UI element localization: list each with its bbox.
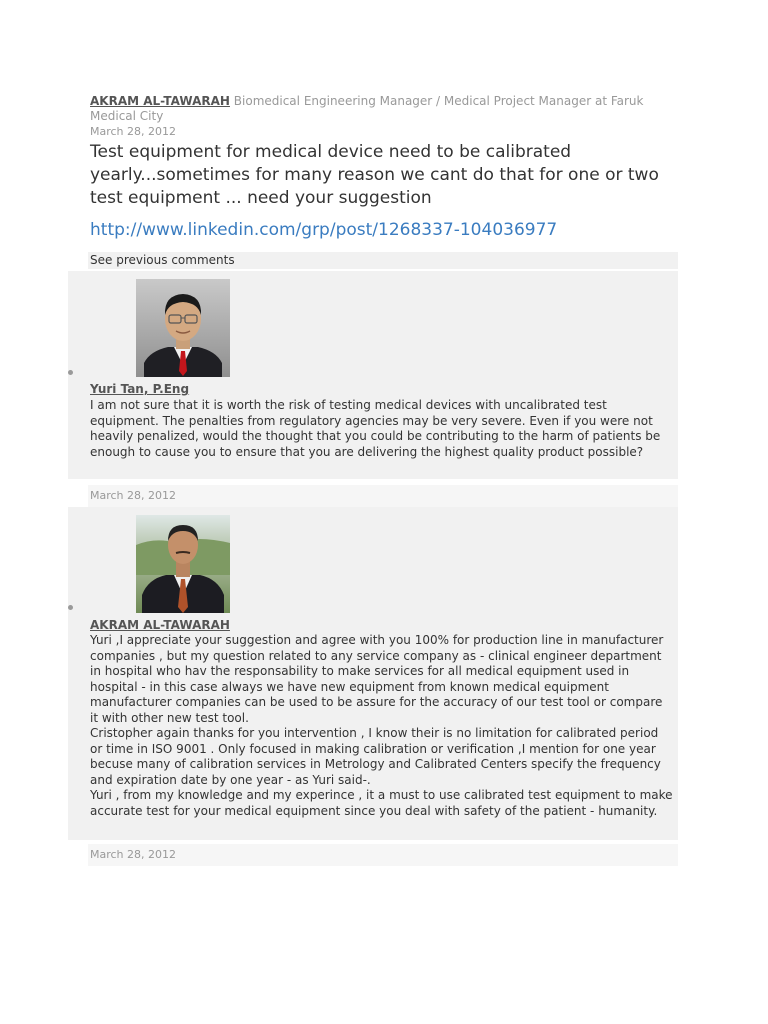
person-glasses-avatar-icon — [136, 279, 230, 377]
comment-text — [90, 398, 674, 460]
see-previous-comments-link[interactable]: See previous comments — [88, 252, 678, 269]
person-suit-avatar-icon — [136, 515, 230, 613]
comment-text — [90, 633, 674, 819]
post-author-headline: Biomedical Engineering Manager / Medical Project Manager at Faruk Medical City — [90, 94, 644, 123]
comment-item — [68, 507, 678, 840]
comment-date: March 28, 2012 — [88, 485, 678, 507]
bullet-icon — [68, 605, 73, 610]
bullet-icon — [68, 370, 73, 375]
post-title: Test equipment for medical device need to be calibrated yearly...sometimes for many reason we cant do that for one or two test equipment ... need your suggestion — [90, 142, 659, 208]
post-author-link[interactable]: AKRAM AL-TAWARAH — [90, 94, 230, 108]
post-header — [90, 94, 680, 124]
comment-paragraph: Yuri , from my knowledge and my experince , it a must to use calibrated test equipment to make accurate test for your medical equipment since you deal with safety of the patient - humanity. — [90, 788, 673, 818]
avatar[interactable] — [136, 515, 230, 613]
post-url-link[interactable]: http://www.linkedin.com/grp/post/1268337-104036977 — [90, 220, 558, 240]
post-date: March 28, 2012 — [90, 125, 177, 138]
commenter-name-link[interactable]: Yuri Tan, P.Eng — [90, 382, 190, 396]
comment-date: March 28, 2012 — [88, 844, 678, 866]
comment-paragraph: Cristopher again thanks for you intervention , I know their is no limitation for calibrated period or time in ISO 9001 . Only focused in making calibration or verification ,I mention for one year becuse many of calibration services in Metrology and Calibrated Centers specify the frequency and expiration date by one year - as Yuri said-. — [90, 726, 661, 787]
comment-item — [68, 271, 678, 479]
avatar[interactable] — [136, 279, 230, 377]
comment-paragraph: I am not sure that it is worth the risk of testing medical devices with uncalibrated test equipment. The penalties from regulatory agencies may be very severe. Even if you were not heavily penalized, would the thought that you could be contributing to the harm of patients be enough to cause you to ensure that you are delivering the highest quality product possible? — [90, 398, 661, 459]
commenter-name-link[interactable]: AKRAM AL-TAWARAH — [90, 618, 230, 632]
comment-paragraph: Yuri ,I appreciate your suggestion and agree with you 100% for production line in manufacturer companies , but my question related to any service company as - clinical engineer department in hospital who hav the responsability to make services for all medical equipment used in hospital - in this case always we have new equipment from known medical equipment manufacturer companies can be used to be assure for the accuracy of our test tool or compare it with other new test tool. — [90, 633, 664, 725]
